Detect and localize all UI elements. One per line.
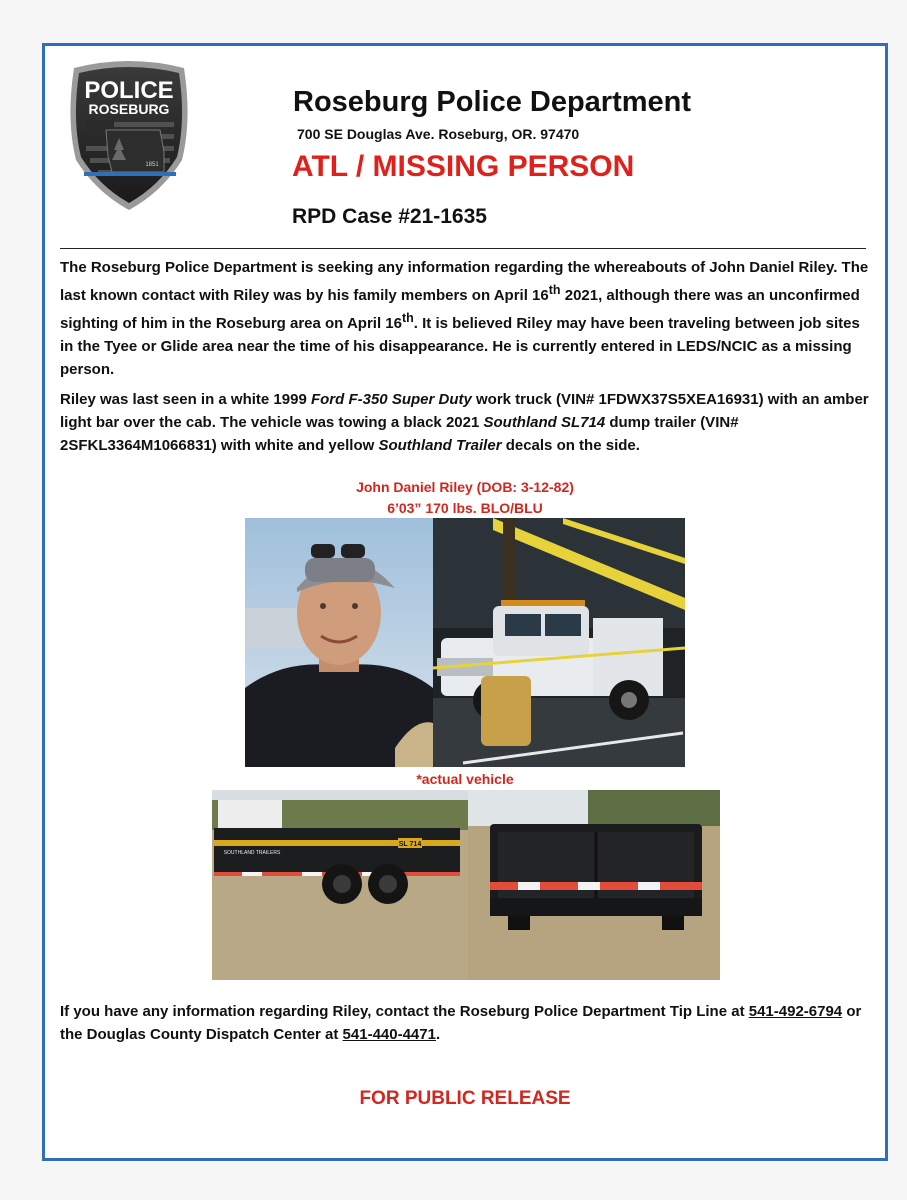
trailer-model-text: SL 714 xyxy=(398,841,422,848)
badge-top-text: POLICE xyxy=(84,77,174,104)
person-name-dob: John Daniel Riley (DOB: 3-12-82) xyxy=(356,479,574,495)
badge-year-text: 1851 xyxy=(145,162,159,168)
person-description: 6’03” 170 lbs. BLO/BLU xyxy=(387,500,543,516)
dispatch-phone[interactable]: 541-440-4471 xyxy=(342,1026,436,1043)
vehicle-paragraph: Riley was last seen in a white 1999 Ford F-350 Super Duty work truck (VIN# 1FDWX37S5XEA16931) with an amber light bar over the cab. The vehicle was towing a black 2021 Southland SL714 dump trailer (VIN# 2SFKL3364M1066831) with white and yellow Southland Trailer decals on the side. xyxy=(60,391,869,454)
person-caption xyxy=(300,477,630,519)
alert-title: ATL / MISSING PERSON xyxy=(292,150,635,183)
tip-line-phone[interactable]: 541-492-6794 xyxy=(748,1003,843,1020)
vehicle-photo xyxy=(433,518,685,767)
badge-city-text: ROSEBURG xyxy=(88,101,170,117)
trailer-brand-text: SOUTHLAND TRAILERS xyxy=(223,850,281,856)
police-badge-icon xyxy=(64,60,194,212)
case-number: RPD Case #21-1635 xyxy=(292,205,487,228)
summary-paragraph: The Roseburg Police Department is seeking any information regarding the whereabouts of John Daniel Riley. The last known contact with Riley was by his family members on April 16th 2021, although there was an unconfirmed sighting of him in the Roseburg area on April 16th. It is believed Riley may have been traveling between job sites in the Tyee or Glide area near the time of his disappearance. He is currently entered in LEDS/NCIC as a missing person. xyxy=(60,259,869,378)
department-title: Roseburg Police Department xyxy=(293,86,692,118)
trailer-side-photo xyxy=(212,790,468,980)
actual-vehicle-note: *actual vehicle xyxy=(416,771,514,787)
department-address: 700 SE Douglas Ave. Roseburg, OR. 97470 xyxy=(297,126,580,142)
contact-paragraph: If you have any information regarding Riley, contact the Roseburg Police Department Tip Line at 541-492-6794 or the Douglas County Dispatch Center at 541-440-4471. xyxy=(60,1003,862,1043)
missing-person-photo xyxy=(245,518,433,767)
header-divider xyxy=(60,248,866,249)
public-release-label: FOR PUBLIC RELEASE xyxy=(359,1088,571,1109)
trailer-rear-photo xyxy=(468,790,720,980)
